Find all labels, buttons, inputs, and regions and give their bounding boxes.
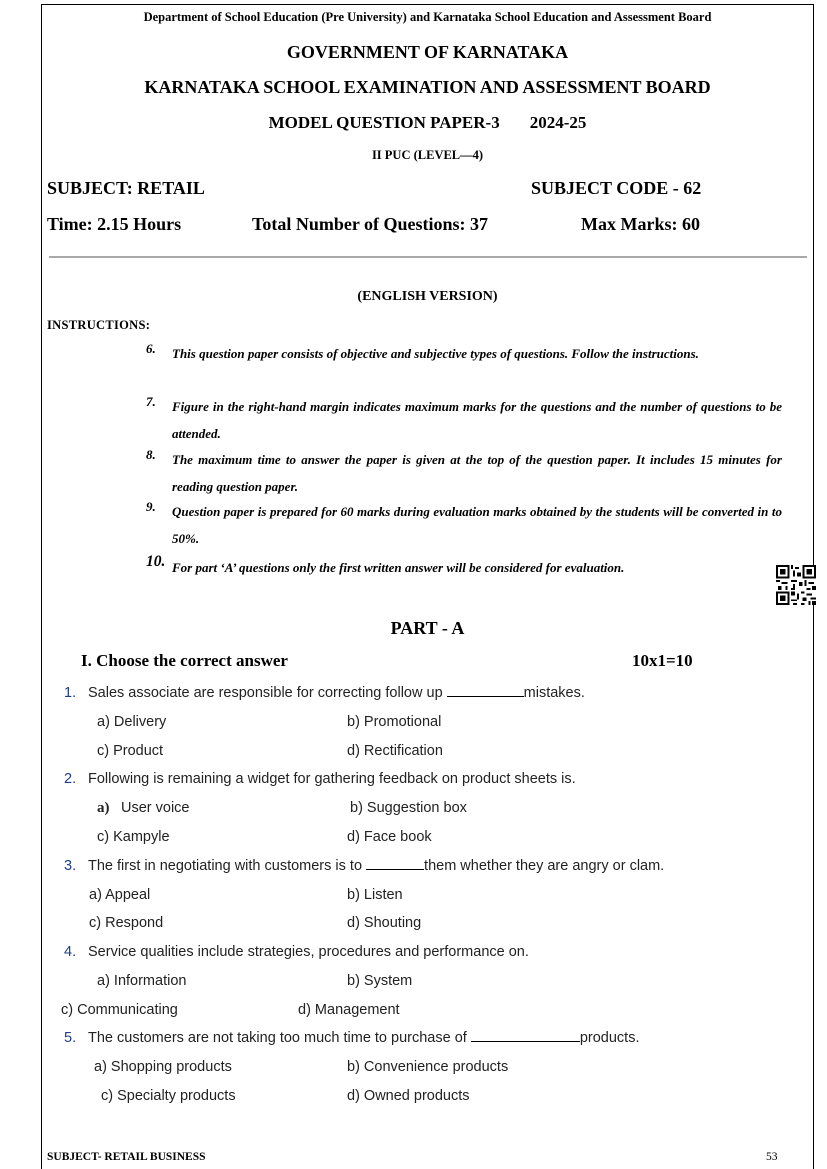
instruction-item bbox=[146, 341, 782, 368]
option-a: a) Delivery bbox=[97, 714, 167, 730]
department-line: Department of School Education (Pre University) and Karnataka School Education and Assessment Board bbox=[143, 10, 712, 24]
page-number: 53 bbox=[766, 1151, 778, 1163]
question-text-post: mistakes. bbox=[523, 685, 585, 701]
question-text-pre: Sales associate are responsible for correcting follow up bbox=[88, 685, 447, 701]
question-text bbox=[88, 858, 664, 874]
question-number: 3. bbox=[64, 858, 77, 874]
question-text: Following is remaining a widget for gathering feedback on product sheets is. bbox=[88, 771, 576, 787]
option-d: d) Owned products bbox=[347, 1088, 470, 1104]
instruction-item bbox=[146, 555, 782, 582]
paper-title bbox=[41, 113, 814, 133]
question-number: 5. bbox=[64, 1030, 77, 1046]
subject-code: SUBJECT CODE - 62 bbox=[531, 178, 702, 198]
total-questions: Total Number of Questions: 37 bbox=[252, 214, 489, 234]
time-label: Time: 2.15 Hours bbox=[47, 214, 182, 234]
instruction-number: 9. bbox=[146, 499, 156, 514]
instruction-number: 6. bbox=[146, 341, 156, 356]
answer-blank bbox=[471, 1030, 580, 1042]
option-b: b) Promotional bbox=[347, 714, 442, 730]
option-a: User voice bbox=[121, 800, 190, 816]
instruction-text: This question paper consists of objective and subjective types of questions. Follow the instructions. bbox=[172, 346, 699, 361]
option-a: a) Appeal bbox=[89, 887, 151, 903]
instructions-heading: INSTRUCTIONS: bbox=[47, 318, 151, 332]
section-marks: 10x1=10 bbox=[632, 651, 693, 670]
instruction-number: 8. bbox=[146, 447, 156, 462]
option-d: d) Management bbox=[298, 1002, 400, 1018]
instruction-text: Question paper is prepared for 60 marks during evaluation marks obtained by the students will be converted in to 50%. bbox=[172, 504, 782, 546]
instruction-text: Figure in the right-hand margin indicates maximum marks for the questions and the number of questions to be attended. bbox=[172, 399, 782, 441]
answer-blank bbox=[447, 685, 524, 697]
level-line: II PUC (LEVEL—4) bbox=[371, 148, 484, 162]
option-b: b) Convenience products bbox=[347, 1059, 509, 1075]
question-text: Service qualities include strategies, procedures and performance on. bbox=[88, 944, 529, 960]
header-divider bbox=[49, 256, 807, 258]
option-c: c) Product bbox=[97, 743, 164, 759]
question-number: 2. bbox=[64, 771, 77, 787]
question-number: 1. bbox=[64, 685, 77, 701]
option-d: d) Face book bbox=[347, 829, 432, 845]
part-a-title: PART - A bbox=[390, 618, 465, 638]
option-b: b) System bbox=[347, 973, 413, 989]
option-c: c) Kampyle bbox=[97, 829, 170, 845]
instruction-text: For part ‘A’ questions only the first written answer will be considered for evaluation. bbox=[172, 560, 625, 575]
option-d: d) Shouting bbox=[347, 915, 422, 931]
board-title: KARNATAKA SCHOOL EXAMINATION AND ASSESSMENT BOARD bbox=[144, 77, 711, 97]
question-text-post: them whether they are angry or clam. bbox=[424, 858, 665, 874]
option-d: d) Rectification bbox=[347, 743, 443, 759]
option-c: c) Specialty products bbox=[101, 1088, 236, 1104]
instruction-text: The maximum time to answer the paper is given at the top of the question paper. It includes 15 minutes for reading question paper. bbox=[172, 452, 782, 494]
paper-year: 2024-25 bbox=[529, 113, 587, 132]
section-heading: I. Choose the correct answer bbox=[81, 651, 288, 670]
instruction-number: 10. bbox=[146, 553, 166, 570]
option-a: a) Information bbox=[97, 973, 187, 989]
answer-blank bbox=[366, 858, 424, 870]
question-text bbox=[88, 685, 585, 701]
qr-code-icon bbox=[776, 565, 816, 605]
government-title: GOVERNMENT OF KARNATAKA bbox=[286, 42, 569, 62]
instruction-number: 7. bbox=[146, 394, 156, 409]
question-text-pre: The first in negotiating with customers is to bbox=[88, 858, 367, 874]
instruction-item bbox=[146, 447, 782, 500]
instruction-item bbox=[146, 394, 782, 447]
instruction-item bbox=[146, 499, 782, 552]
option-a: a) Shopping products bbox=[94, 1059, 232, 1075]
subject-label: SUBJECT: RETAIL bbox=[47, 178, 205, 198]
option-b: b) Suggestion box bbox=[350, 800, 467, 816]
paper-name: MODEL QUESTION PAPER-3 bbox=[268, 113, 500, 132]
option-a-marker: a) bbox=[97, 800, 110, 816]
question-number: 4. bbox=[64, 944, 77, 960]
option-b: b) Listen bbox=[347, 887, 403, 903]
footer-subject: SUBJECT- RETAIL BUSINESS bbox=[47, 1151, 206, 1163]
question-text-post: products. bbox=[579, 1030, 640, 1046]
question-text bbox=[88, 1030, 639, 1046]
question-text-pre: The customers are not taking too much time to purchase of bbox=[88, 1030, 471, 1046]
max-marks: Max Marks: 60 bbox=[581, 214, 700, 234]
option-c: c) Communicating bbox=[61, 1002, 178, 1018]
version-label: (ENGLISH VERSION) bbox=[357, 289, 498, 304]
option-c: c) Respond bbox=[89, 915, 164, 931]
